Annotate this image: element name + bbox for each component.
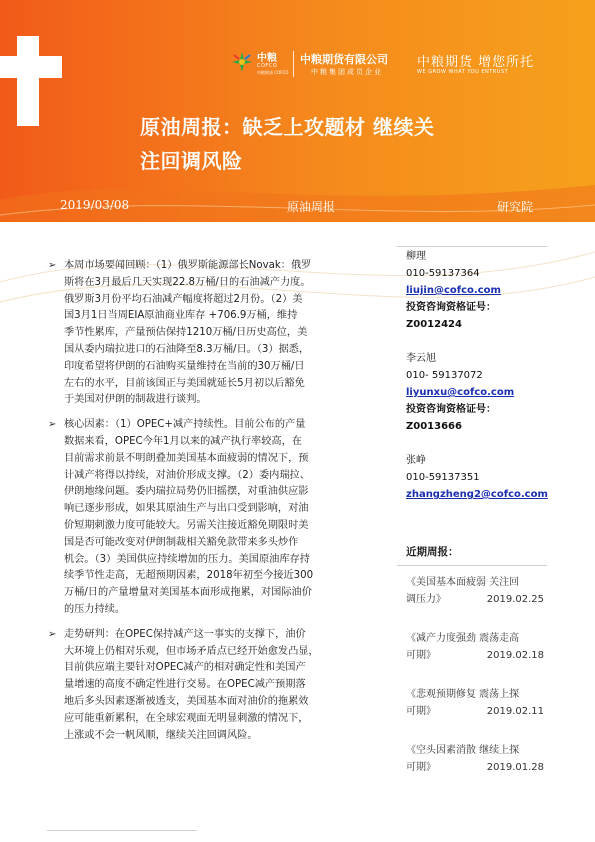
text-line: 价短期刺激力度可能较大。另需关注接近豁免期限时美 (64, 519, 309, 531)
text-line: 印度希望将伊朗的石油购买量维持在当前的30万桶/日 (64, 360, 305, 372)
recent-report-item[interactable] (406, 686, 556, 720)
report-body (48, 258, 365, 752)
text-line: 量增速的高度不确定性进行交易。在OPEC减产预期落 (64, 679, 306, 691)
report-date: 2019.02.25 (486, 594, 544, 605)
report-title-line: 可期》 (406, 706, 436, 717)
analyst-cert-label: 投资咨询资格证号： (406, 404, 496, 415)
company-name: 中粮期货有限公司 (300, 53, 388, 66)
analyst-name: 柳理 (406, 251, 426, 262)
text-line: 国3月1日当周EIA原油商业库存 +706.9万桶，维持 (64, 310, 298, 322)
footer-divider (47, 830, 197, 831)
recent-divider (397, 565, 547, 566)
text-line: ➢ 核心因素：（1）OPEC+减产持续性。目前公布的产量 (64, 419, 306, 431)
report-date: 2019.02.11 (486, 706, 544, 717)
bullet-trend-analysis (48, 627, 365, 745)
report-date: 2019/03/08 (60, 198, 130, 212)
text-line: ➢ 本周市场要闻回顾：（1）俄罗斯能源部长Novak：俄罗 (64, 260, 312, 271)
text-line: 于美国对伊朗的制裁进行谈判。 (64, 394, 207, 406)
slogan: 中粮期货 增您所托 (417, 55, 535, 70)
report-date: 2019.02.18 (486, 650, 544, 661)
analyst-phone: 010-59137351 (406, 472, 480, 483)
report-title (140, 110, 540, 178)
text-line: 续季节性走高，无超预期因素，2018年初至今接近300 (64, 570, 314, 582)
text-line: 季节性累库，产量预估保持1210万桶/日历史高位，美 (64, 327, 308, 339)
analyst-cert-label: 投资咨询资格证号： (406, 302, 496, 313)
bullet-core-factors (48, 417, 365, 619)
text-line: 的压力持续。 (64, 603, 126, 615)
analyst-cert-number: Z0012424 (406, 319, 462, 330)
analyst-name: 李云旭 (406, 353, 436, 364)
report-category: 原油周报 (287, 200, 336, 214)
text-line: 国从委内瑞拉进口的石油降至8.3万桶/日。（3）据悉， (64, 343, 310, 355)
title-line-1: 原油周报：缺乏上攻题材 继续关 (140, 115, 435, 139)
recent-report-item[interactable] (406, 630, 556, 664)
analyst-email-link[interactable]: liujin@cofco.com (406, 285, 501, 296)
plus-logo-shape-h (0, 56, 62, 78)
report-title-line: 《悲观预期修复 震荡上探 (406, 689, 520, 700)
text-line: 左右的水平，目前该国正与美国就延长5月初以后豁免 (64, 377, 305, 389)
cofco-logo-icon (231, 51, 253, 73)
spacer (406, 435, 566, 452)
text-line: 计减产将得以持续，对油价形成支撑。（2）委内瑞拉、 (64, 469, 310, 481)
brand-header (221, 47, 595, 87)
logo-en-text: COFCO (257, 63, 278, 69)
plus-logo-shape (17, 36, 39, 126)
analyst-email-link[interactable]: liyunxu@cofco.com (406, 387, 515, 398)
logo-separator (293, 51, 294, 77)
text-line: 俄罗斯3月份平均石油减产幅度将超过2月份。（2）美 (64, 293, 303, 305)
report-date: 2019.01.28 (486, 762, 544, 773)
text-line: 地后多头因素逐渐被透支，美国基本面对油价的拖累效 (64, 695, 309, 707)
report-title-line: 《美国基本面疲弱 关注回 (406, 577, 520, 588)
text-line: 机会。（3）美国供应持续增加的压力。美国原油库存持 (64, 553, 310, 565)
spacer (406, 333, 566, 350)
info-band (0, 196, 595, 220)
text-line: 目前需求前景不明朗叠加美国基本面疲弱的情况下，预 (64, 452, 309, 464)
text-line: 万桶/日的产量增量对美国基本面形成拖累，对国际油价 (64, 587, 312, 599)
report-title-line: 可期》 (406, 650, 436, 661)
analyst-phone: 010-59137364 (406, 268, 480, 279)
report-title-line: 《减产力度强劲 震荡走高 (406, 633, 520, 644)
logo-cn-text: 中粮 (257, 53, 277, 64)
bullet-market-news (48, 258, 365, 409)
report-title-line: 可期》 (406, 762, 436, 773)
text-line: 应可能重新累积，在全球宏观面无明显刺激的情况下， (64, 712, 309, 724)
company-subtitle: 中粮集团成员企业 (311, 68, 383, 76)
slogan-en: WE GROW WHAT YOU ENTRUST (417, 69, 509, 75)
report-title-line: 《空头因素消散 继续上探 (406, 745, 520, 756)
logo-en2-text: 中粮期货 COFCO (257, 70, 289, 75)
header-banner (0, 0, 595, 222)
text-line: 大环境上仍相对乐观，但市场矛盾点已经开始愈发凸显， (64, 645, 319, 657)
analyst-phone: 010- 59137072 (406, 370, 483, 381)
text-line: ➢ 走势研判：在OPEC保持减产这一事实的支撑下，油价 (64, 628, 306, 640)
text-line: 响已逐步形成，如果其原油生产与出口受到影响，对油 (64, 503, 309, 515)
sidebar-divider (397, 246, 547, 247)
text-line: 数据来看，OPEC今年1月以来的减产执行率较高，在 (64, 435, 302, 447)
text-line: 目前供应端主要针对OPEC减产的相对确定性和美国产 (64, 662, 306, 674)
text-line: 上涨或不会一帆风顺，继续关注回调风险。 (64, 729, 258, 741)
title-line-2: 注回调风险 (140, 149, 243, 173)
analyst-cert-number: Z0013666 (406, 421, 462, 432)
recent-report-item[interactable] (406, 742, 556, 776)
report-title-line: 调压力》 (406, 594, 446, 605)
text-line: 伊朗地缘问题。委内瑞拉局势仍旧摇摆，对重油供应影 (64, 486, 309, 498)
text-line: 国是否可能改变对伊朗制裁相关豁免款带来多头炒作 (64, 536, 299, 548)
recent-report-item[interactable] (406, 574, 556, 608)
report-department: 研究院 (497, 200, 534, 214)
text-line: 斯将在3月最后几天实现22.8万桶/日的石油减产力度。 (64, 276, 311, 288)
analyst-contacts (406, 248, 566, 503)
analyst-email-link[interactable]: zhangzheng2@cofco.com (406, 489, 548, 500)
recent-reports-title: 近期周报： (406, 546, 459, 558)
analyst-name: 张峥 (406, 455, 426, 466)
